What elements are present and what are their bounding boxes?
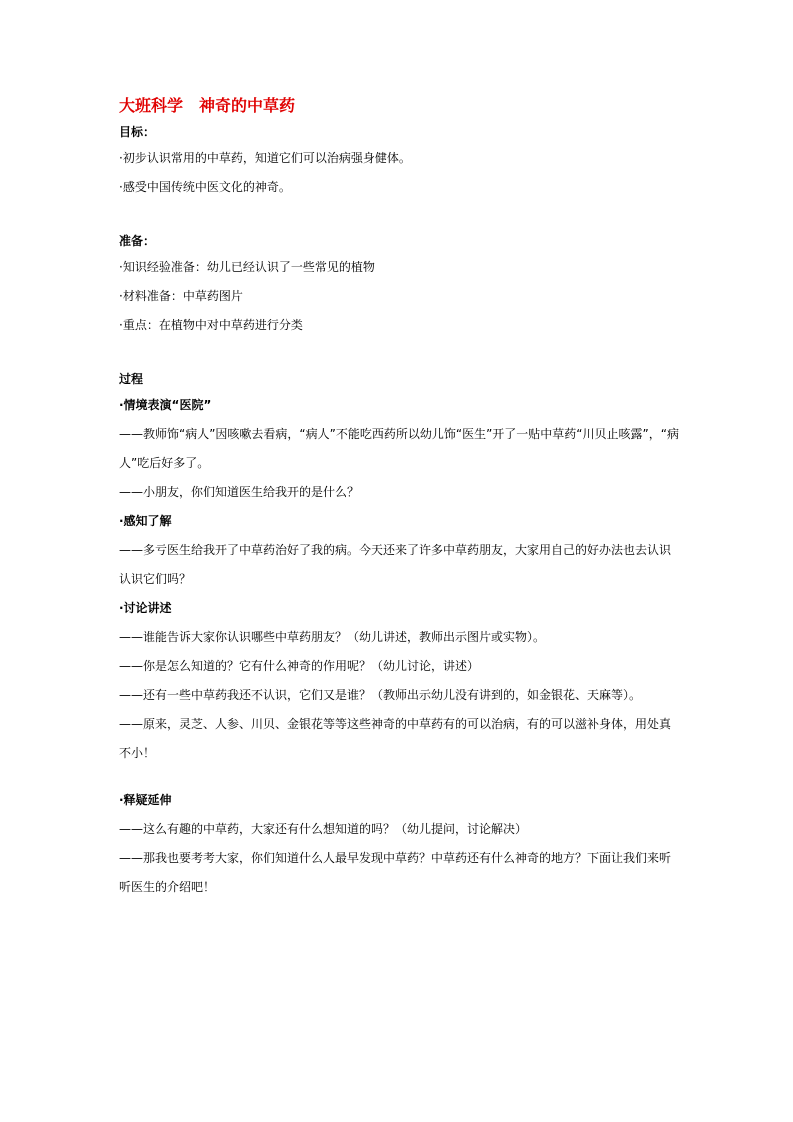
- section-paragraph: ——还有一些中草药我还不认识，它们又是谁？（教师出示幼儿没有讲到的，如金银花、天麻等）。: [119, 688, 642, 702]
- section-paragraph: ——教师饰“病人”因咳嗽去看病，“病人”不能吃西药所以幼儿饰“医生”开了一贴中草药“川贝止咳露”，“病人”吃后好多了。: [119, 427, 679, 470]
- goal-item: ·初步认识常用的中草药，知道它们可以治病强身健体。: [119, 151, 411, 165]
- goal-item: ·感受中国传统中医文化的神奇。: [119, 180, 291, 194]
- section-paragraph: ——谁能告诉大家你认识哪些中草药朋友？（幼儿讲述，教师出示图片或实物）。: [119, 630, 546, 644]
- section-heading: ·情境表演“医院”: [119, 398, 212, 412]
- section-paragraph: ——你是怎么知道的？它有什么神奇的作用呢？（幼儿讨论，讲述）: [119, 659, 480, 673]
- prep-list: [119, 253, 679, 340]
- process-section-3: [119, 594, 679, 768]
- prep-heading: 准备：: [119, 234, 156, 248]
- section-paragraph: ——那我也要考考大家，你们知道什么人最早发现中草药？中草药还有什么神奇的地方？下面让我们来听听医生的介绍吧！: [119, 851, 672, 894]
- process-section-1: [119, 391, 679, 507]
- goals-list: [119, 144, 679, 202]
- section-paragraph: ——这么有趣的中草药，大家还有什么想知道的吗？（幼儿提问，讨论解决）: [119, 822, 528, 836]
- process-heading: 过程: [119, 372, 144, 386]
- prep-item: ·重点：在植物中对中草药进行分类: [119, 318, 303, 332]
- section-heading: ·感知了解: [119, 514, 172, 528]
- prep-item: ·知识经验准备：幼儿已经认识了一些常见的植物: [119, 260, 375, 274]
- section-heading: ·讨论讲述: [119, 601, 172, 615]
- goals-heading: 目标：: [119, 125, 156, 139]
- document-title: 大班科学 神奇的中草药: [119, 96, 296, 115]
- process-section-4: [119, 786, 679, 902]
- prep-item: ·材料准备：中草药图片: [119, 289, 243, 303]
- section-paragraph: ——多亏医生给我开了中草药治好了我的病。今天还来了许多中草药朋友，大家用自己的好办法也去认识认识它们吗？: [119, 543, 672, 586]
- process-section-2: [119, 507, 679, 594]
- section-paragraph: ——原来，灵芝、人参、川贝、金银花等等这些神奇的中草药有的可以治病，有的可以滋补身体，用处真不小！: [119, 717, 672, 760]
- section-paragraph: ——小朋友，你们知道医生给我开的是什么？: [119, 485, 360, 499]
- section-heading: ·释疑延伸: [119, 793, 172, 807]
- document-body: [119, 93, 679, 902]
